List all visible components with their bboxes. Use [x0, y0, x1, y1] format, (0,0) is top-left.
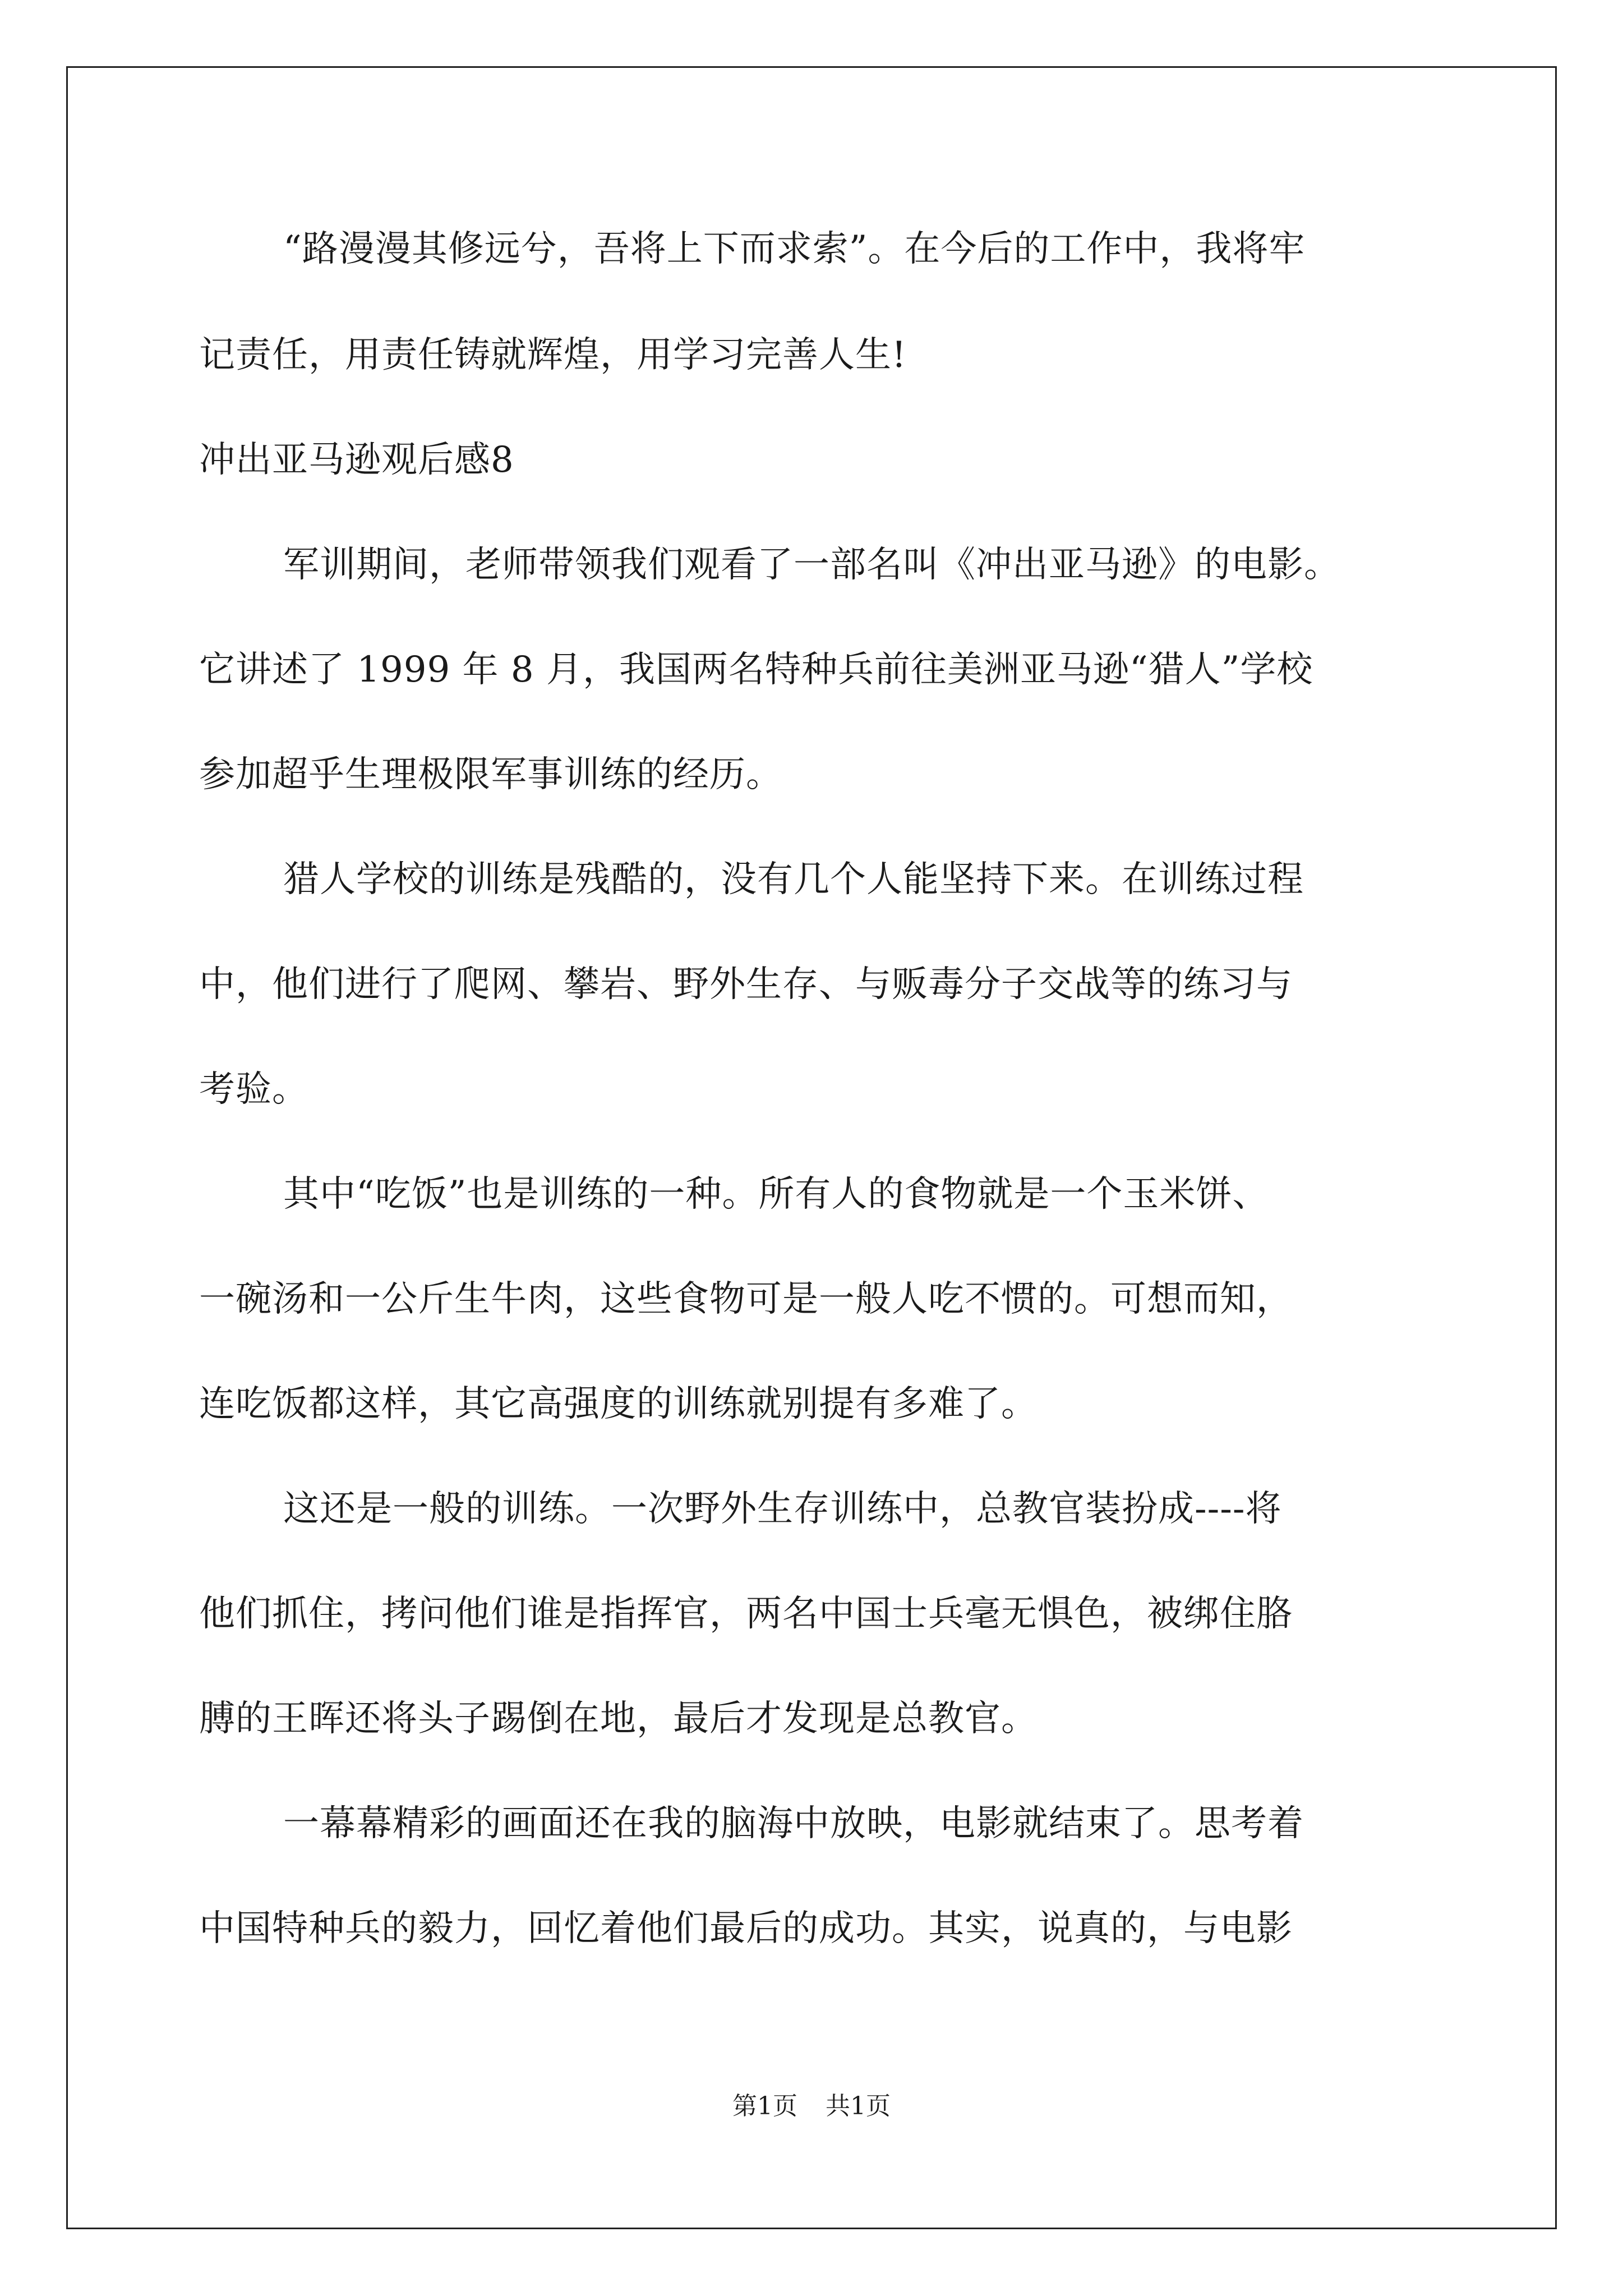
paragraph-line: 一幕幕精彩的画面还在我的脑海中放映，电影就结束了。思考着 [283, 1803, 1304, 1844]
paragraph-line: 参加超乎生理极限军事训练的经历。 [199, 754, 782, 795]
page-footer [0, 2091, 1623, 2122]
paragraph-line: 考验。 [199, 1069, 308, 1110]
paragraph-line: 中，他们进行了爬网、攀岩、野外生存、与贩毒分子交战等的练习与 [199, 964, 1293, 1005]
page-total: 共1页 [826, 2092, 891, 2120]
paragraph-line: 这还是一般的训练。一次野外生存训练中，总教官装扮成----将 [283, 1488, 1282, 1530]
paragraph-line: 一碗汤和一公斤生牛肉，这些食物可是一般人吃不惯的。可想而知， [199, 1278, 1293, 1320]
paragraph-line: 猎人学校的训练是残酷的，没有几个人能坚持下来。在训练过程 [283, 859, 1304, 900]
page-number: 第1页 [732, 2092, 797, 2120]
page-border [66, 66, 1557, 2229]
paragraph-line: 它讲述了 1999 年 8 月，我国两名特种兵前往美洲亚马逊“猎人”学校 [199, 649, 1313, 691]
paragraph-line: 中国特种兵的毅力，回忆着他们最后的成功。其实，说真的，与电影 [199, 1908, 1293, 1949]
paragraph-line: 记责任，用责任铸就辉煌，用学习完善人生! [199, 334, 907, 376]
paragraph-line: 他们抓住，拷问他们谁是指挥官，两名中国士兵毫无惧色，被绑住胳 [199, 1593, 1293, 1635]
section-heading: 冲出亚马逊观后感8 [199, 439, 514, 481]
paragraph-line: 其中“吃饭”也是训练的一种。所有人的食物就是一个玉米饼、 [283, 1174, 1269, 1215]
paragraph-line: 军训期间，老师带领我们观看了一部名叫《冲出亚马逊》的电影。 [283, 544, 1340, 586]
paragraph-line: 连吃饭都这样，其它高强度的训练就别提有多难了。 [199, 1383, 1038, 1425]
paragraph-line: “路漫漫其修远兮，吾将上下而求索”。在今后的工作中，我将牢 [283, 228, 1306, 270]
paragraph-line: 膊的王晖还将头子踢倒在地，最后才发现是总教官。 [199, 1698, 1038, 1740]
